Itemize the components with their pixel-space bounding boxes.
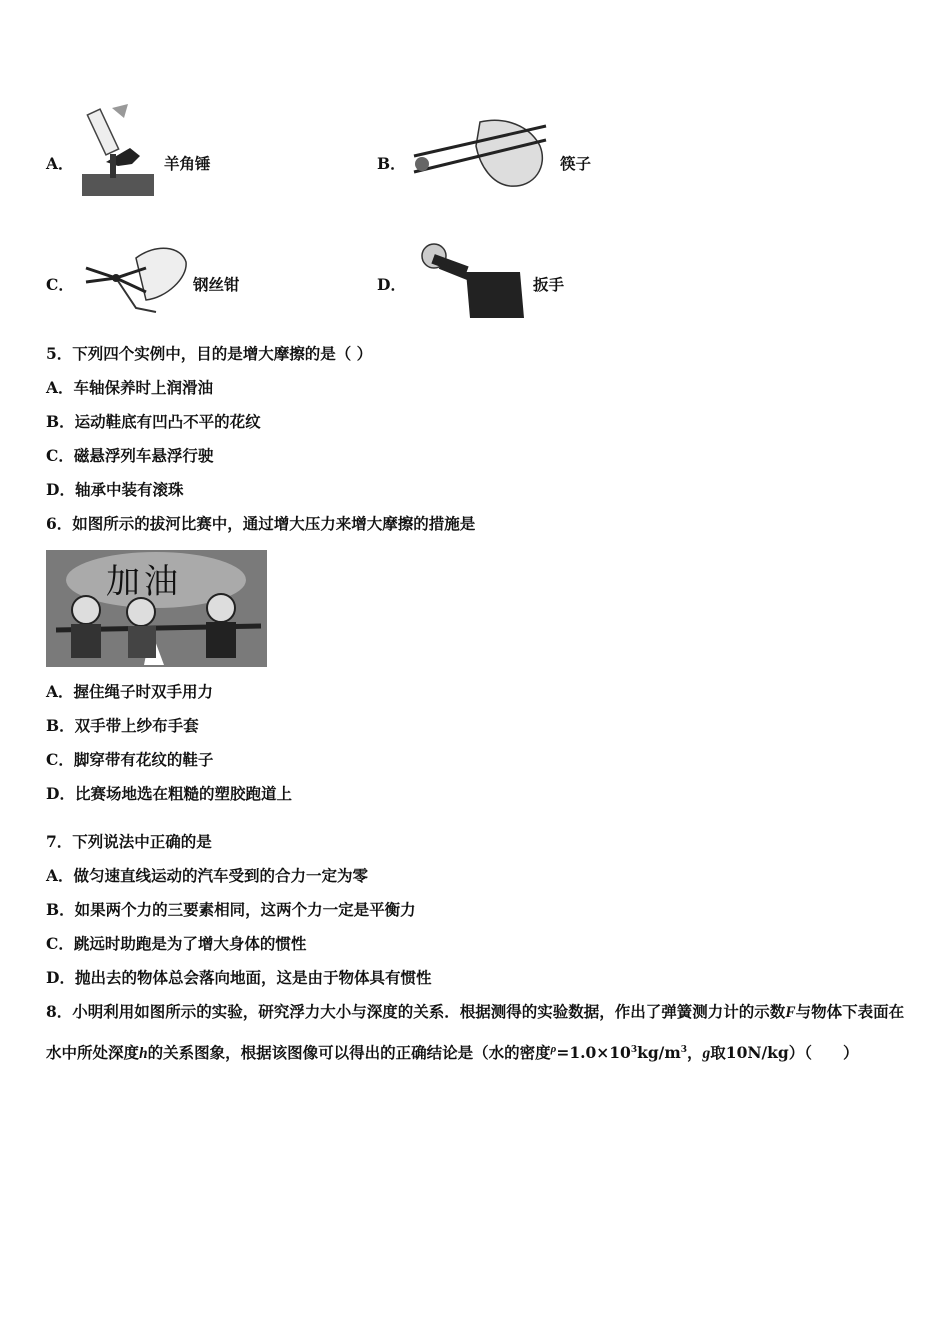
question-6-stem: 6．如图所示的拔河比赛中，通过增大压力来增大摩擦的措施是 [46, 514, 476, 533]
q8-var-g: g [702, 1045, 711, 1063]
tug-figure-caption: 加油 [106, 562, 182, 602]
q8-rho-symbol: ρ [550, 1043, 557, 1055]
q8-text-part6: ， [687, 1043, 703, 1063]
wire-pliers-icon [76, 238, 190, 318]
question-8-stem [46, 993, 906, 1072]
option-letter-c: C． [46, 275, 74, 294]
tool-label-c: 钢丝钳 [193, 275, 240, 294]
question-5-stem: 5．下列四个实例中，目的是增大摩擦的是（ ） [46, 344, 373, 363]
q8-text-part1: 8．小明利用如图所示的实验，研究浮力大小与深度的关系．根据测得的实验数据，作出了弹簧测力计的示数 [46, 1002, 786, 1021]
q7-option-c: C．跳远时助跑是为了增大身体的惯性 [46, 934, 307, 953]
wrench-icon [410, 238, 526, 318]
q8-text-part3: 的关系图象，根据该图像可以得出的正确结论是（水的密度 [147, 1043, 551, 1063]
claw-hammer-icon [82, 104, 156, 198]
q8-text-part5: kg/m [637, 1043, 681, 1063]
option-letter-a: A． [46, 154, 74, 173]
tool-label-b: 筷子 [560, 154, 592, 173]
q7-option-a: A．做匀速直线运动的汽车受到的合力一定为零 [46, 866, 369, 885]
q5-option-a: A．车轴保养时上润滑油 [46, 378, 214, 397]
q7-option-d: D．抛出去的物体总会落向地面，这是由于物体具有惯性 [46, 968, 432, 987]
q5-option-c: C．磁悬浮列车悬浮行驶 [46, 446, 214, 465]
chopsticks-icon [410, 116, 550, 192]
q8-exponent-2: 3 [680, 1045, 688, 1055]
q6-option-b: B．双手带上纱布手套 [46, 716, 199, 735]
question-7-stem: 7．下列说法中正确的是 [46, 832, 212, 851]
q6-option-a: A．握住绳子时双手用力 [46, 682, 214, 701]
q8-text-part2: 与物体下表面在水中所处深度 [46, 1002, 905, 1063]
q8-text-part7: 取10N/kg）（ ） [710, 1043, 859, 1063]
tug-of-war-figure [46, 550, 267, 667]
q8-var-f: F [785, 1004, 796, 1021]
q8-exponent-1: 3 [630, 1045, 638, 1055]
q5-option-b: B．运动鞋底有凹凸不平的花纹 [46, 412, 261, 431]
q5-option-d: D．轴承中装有滚珠 [46, 480, 184, 499]
q6-option-c: C．脚穿带有花纹的鞋子 [46, 750, 214, 769]
option-letter-b: B． [377, 154, 406, 173]
tool-label-d: 扳手 [533, 275, 565, 294]
q7-option-b: B．如果两个力的三要素相同，这两个力一定是平衡力 [46, 900, 416, 919]
option-letter-d: D． [377, 275, 406, 294]
q8-var-h: h [139, 1045, 148, 1063]
tool-label-a: 羊角锤 [164, 154, 211, 173]
q8-text-part4: =1.0×10 [556, 1043, 631, 1063]
q6-option-d: D．比赛场地选在粗糙的塑胶跑道上 [46, 784, 292, 803]
